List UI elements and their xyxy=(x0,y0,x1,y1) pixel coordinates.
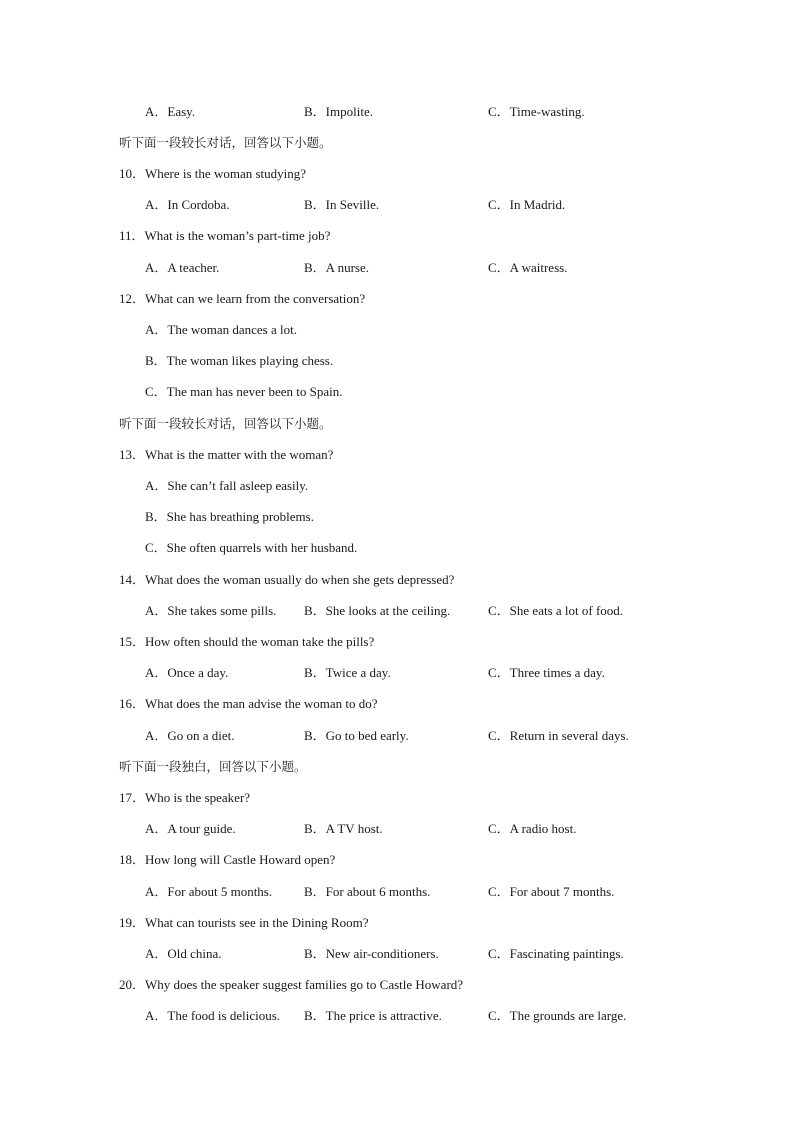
question-13: 13．What is the matter with the woman? xyxy=(119,447,334,462)
question-20: 20．Why does the speaker suggest families go to Castle Howard? xyxy=(119,977,464,992)
section-instruction: 听下面一段较长对话，回答以下小题。 xyxy=(119,135,332,150)
option-b: B．The woman likes playing chess. xyxy=(145,353,334,368)
option-b: B．She has breathing problems. xyxy=(145,509,314,524)
option-b: B．She looks at the ceiling. xyxy=(304,603,451,618)
option-b: B．Go to bed early. xyxy=(304,728,409,743)
option-a: A．For about 5 months. xyxy=(145,884,273,899)
option-a: A．In Cordoba. xyxy=(145,197,230,212)
option-b: B．A nurse. xyxy=(304,260,370,275)
option-row xyxy=(145,1008,705,1024)
question-18: 18．How long will Castle Howard open? xyxy=(119,852,336,867)
option-row xyxy=(145,946,705,962)
question-17: 17．Who is the speaker? xyxy=(119,790,251,805)
option-row xyxy=(145,260,705,276)
option-c: C．A radio host. xyxy=(488,821,577,836)
option-a: A．Old china. xyxy=(145,946,222,961)
option-c: C．For about 7 months. xyxy=(488,884,615,899)
option-a: A．Once a day. xyxy=(145,665,229,680)
option-a: A．She takes some pills. xyxy=(145,603,277,618)
section-instruction: 听下面一段较长对话，回答以下小题。 xyxy=(119,416,332,431)
question-16: 16．What does the man advise the woman to do? xyxy=(119,696,378,711)
option-a: A．She can’t fall asleep easily. xyxy=(145,478,309,493)
option-a: A．The food is delicious. xyxy=(145,1008,281,1023)
option-c: C．She often quarrels with her husband. xyxy=(145,540,358,555)
option-c: C．A waitress. xyxy=(488,260,568,275)
option-row xyxy=(145,821,705,837)
option-a: A．The woman dances a lot. xyxy=(145,322,297,337)
option-row xyxy=(145,884,705,900)
option-c: C．The grounds are large. xyxy=(488,1008,627,1023)
question-19: 19．What can tourists see in the Dining Room? xyxy=(119,915,369,930)
option-c: C．Fascinating paintings. xyxy=(488,946,624,961)
option-row xyxy=(145,665,705,681)
option-b: B．A TV host. xyxy=(304,821,383,836)
option-row xyxy=(145,104,705,120)
option-b: B．Impolite. xyxy=(304,104,373,119)
question-15: 15．How often should the woman take the pills? xyxy=(119,634,375,649)
question-12: 12．What can we learn from the conversation? xyxy=(119,291,366,306)
option-b: B．In Seville. xyxy=(304,197,380,212)
question-14: 14．What does the woman usually do when she gets depressed? xyxy=(119,572,455,587)
option-c: C．Time-wasting. xyxy=(488,104,585,119)
option-row xyxy=(145,603,705,619)
option-c: C．The man has never been to Spain. xyxy=(145,384,343,399)
question-11: 11．What is the woman’s part-time job? xyxy=(119,228,331,243)
option-a: A．A tour guide. xyxy=(145,821,236,836)
option-a: A．Go on a diet. xyxy=(145,728,235,743)
option-c: C．Three times a day. xyxy=(488,665,605,680)
option-c: C．In Madrid. xyxy=(488,197,566,212)
option-b: B．Twice a day. xyxy=(304,665,391,680)
section-instruction: 听下面一段独白，回答以下小题。 xyxy=(119,759,307,774)
option-c: C．Return in several days. xyxy=(488,728,629,743)
option-b: B．New air-conditioners. xyxy=(304,946,439,961)
option-a: A．Easy. xyxy=(145,104,196,119)
question-10: 10．Where is the woman studying? xyxy=(119,166,307,181)
option-b: B．For about 6 months. xyxy=(304,884,431,899)
option-row xyxy=(145,197,705,213)
option-c: C．She eats a lot of food. xyxy=(488,603,624,618)
option-row xyxy=(145,728,705,744)
option-b: B．The price is attractive. xyxy=(304,1008,442,1023)
option-a: A．A teacher. xyxy=(145,260,220,275)
